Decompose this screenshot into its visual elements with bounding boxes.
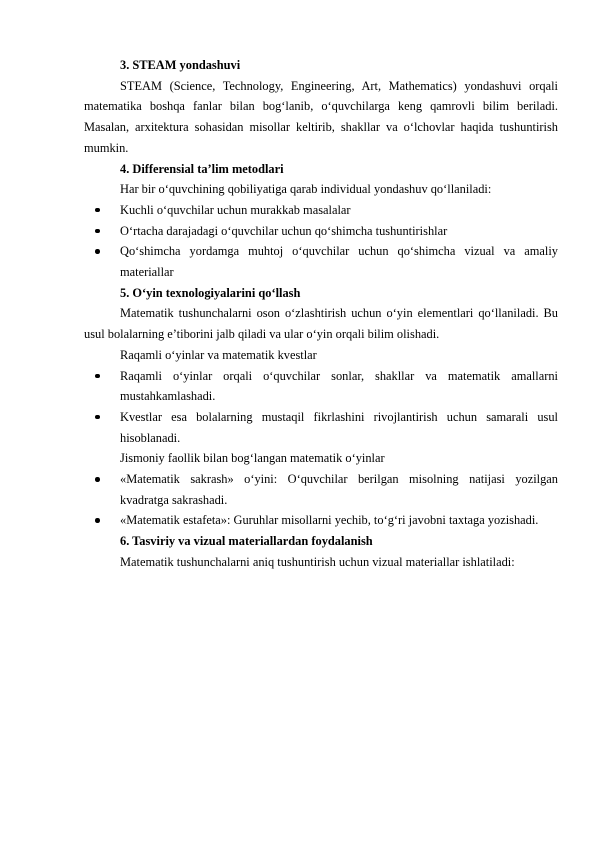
subheading-physical-games: Jismoniy faollik bilan bog‘langan matematik o‘yinlar [120, 451, 385, 466]
section-heading-differential: 4. Differensial ta’lim metodlari [120, 161, 284, 176]
section-heading-visual-materials: 6. Tasviriy va vizual materiallardan foydalanish [120, 534, 373, 549]
subheading-digital-games: Raqamli o‘yinlar va matematik kvestlar [120, 347, 317, 362]
list-item-text: Kuchli o‘quvchilar uchun murakkab masalalar [120, 202, 351, 217]
list-item [120, 221, 558, 242]
paragraph-visual-materials: Matematik tushunchalarni aniq tushuntirish uchun vizual materiallar ishlatiladi: [120, 554, 515, 569]
section-heading-game-tech: 5. O‘yin texnologiyalarini qo‘llash [120, 285, 301, 300]
list-item-text: Qo‘shimcha yordamga muhtoj o‘quvchilar uchun qo‘shimcha vizual va amaliy materiallar [120, 244, 558, 280]
bullet-list-physical-games [84, 469, 558, 531]
list-item [120, 366, 558, 407]
section-heading-steam: 3. STEAM yondashuvi [120, 58, 241, 72]
paragraph-game-tech: Matematik tushunchalarni oson o‘zlashtirish uchun o‘yin elementlari qo‘llaniladi. Bu usul bolalarning e’tiborini jalb qiladi va ular o‘yin orqali bilim olishadi. [84, 306, 558, 342]
bullet-icon [95, 518, 100, 523]
list-item [120, 407, 558, 448]
bullet-icon [95, 229, 100, 234]
bullet-list-digital-games [84, 366, 558, 449]
bullet-icon [95, 249, 100, 254]
list-item-text: «Matematik estafeta»: Guruhlar misollarni yechib, to‘g‘ri javobni taxtaga yozishadi. [120, 513, 539, 528]
bullet-icon [95, 415, 100, 420]
list-item [120, 200, 558, 221]
bullet-icon [95, 477, 100, 482]
list-item-text: «Matematik sakrash» o‘yini: O‘quvchilar berilgan misolning natijasi yozilgan kvadratga sakrashadi. [120, 472, 558, 507]
bullet-icon [95, 374, 100, 379]
paragraph-differential-intro: Har bir o‘quvchining qobiliyatiga qarab individual yondashuv qo‘llaniladi: [120, 182, 492, 197]
list-item [120, 241, 558, 282]
list-item [120, 510, 558, 531]
list-item-text: Kvestlar esa bolalarning mustaqil fikrlashini rivojlantirish uchun samarali usul hisoblanadi. [120, 409, 558, 445]
list-item-text: Raqamli o‘yinlar orqali o‘quvchilar sonlar, shakllar va matematik amallarni mustahkamlashadi. [120, 368, 558, 404]
bullet-icon [95, 208, 100, 213]
list-item [120, 469, 558, 510]
list-item-text: O‘rtacha darajadagi o‘quvchilar uchun qo‘shimcha tushuntirishlar [120, 223, 448, 238]
paragraph-steam: STEAM (Science, Technology, Engineering, Art, Mathematics) yondashuvi orqali matematika boshqa fanlar bilan bog‘lanib, o‘quvchilarga keng qamrovli bilim beriladi. Masalan, arxitektura sohasidan misollar keltirib, shakllar va o‘lchovlar haqida tushuntirish mumkin. [84, 78, 558, 155]
bullet-list-differential [84, 200, 558, 283]
